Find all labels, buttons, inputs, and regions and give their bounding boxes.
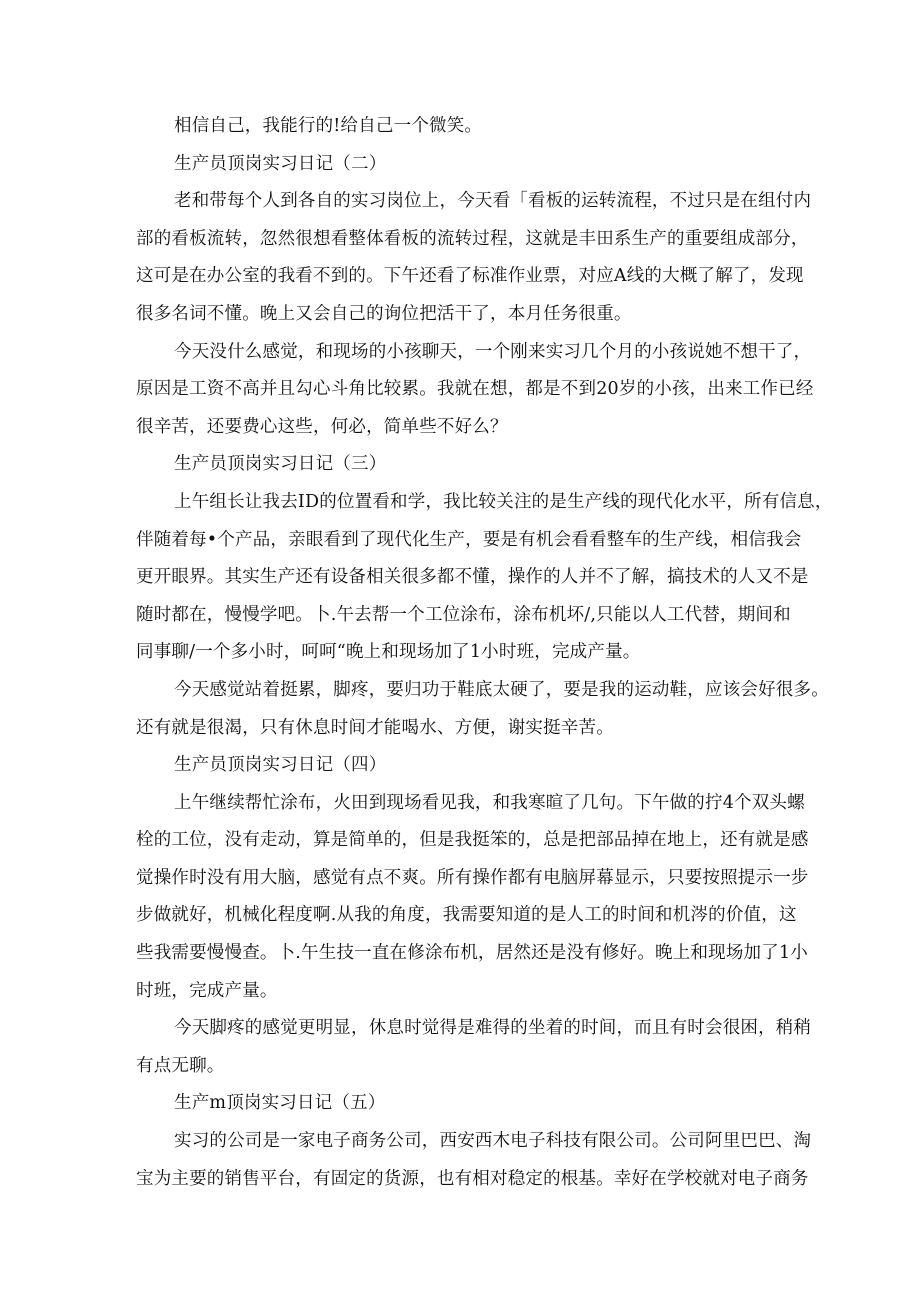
text-line: 原因是工资不高并且勾心斗角比较累。我就在想，都是不到20岁的小孩，出来工作已经 <box>136 379 814 400</box>
text-line: 今天脚疼的感觉更明显，休息时觉得是难得的坐着的时间，而且有时会很困，稍稍 <box>174 1018 812 1039</box>
text-line: 老和带每个人到各自的实习岗位上，今天看「看板的运转流程，不过只是在组付内 <box>174 191 812 212</box>
heading-text: 生产员顶岗实习日记（四） <box>174 755 387 776</box>
section-heading <box>136 446 796 484</box>
text-line: 步做就好，机械化程度啊.从我的角度，我需要知道的是人工的时间和机涔的价值，这 <box>136 905 797 926</box>
heading-text: 生产员顶岗实习日记（二） <box>174 153 387 174</box>
paragraph <box>136 183 812 333</box>
text-line: 宝为主要的销售平台，有固定的货源，也有相对稳定的根基。幸好在学校就对电子商务 <box>136 1168 809 1189</box>
text-line: 今天感觉站着挺累，脚疼，要归功于鞋底太硬了，要是我的运动鞋，应该会好很多。 <box>174 679 829 700</box>
paragraph <box>136 1010 812 1085</box>
section-heading <box>136 1085 796 1123</box>
heading-text: 生产员顶岗实习日记（三） <box>174 454 387 475</box>
heading-text: 生产m顶岗实习日记（五） <box>174 1093 386 1114</box>
paragraph <box>136 334 814 447</box>
paragraph <box>136 108 796 146</box>
text-line: 上午继续帮忙涂布，火田到现场看见我，和我寒暄了几句。下午做的拧4个双头螺 <box>174 792 805 813</box>
text-line: 相信自己，我能行的!给自己一个微笑。 <box>174 116 483 136</box>
text-line: 随时都在，慢慢学吧。卜.午去帮一个工位涂布，涂布机坏/,只能以人工代替，期间和 <box>136 604 791 625</box>
text-line: 时班，完成产量。 <box>136 980 278 1001</box>
text-line: 有点无聊。 <box>136 1055 225 1076</box>
text-line: 部的看板流转，忽然很想看整体看板的流转过程，这就是丰田系生产的重要组成部分， <box>136 228 809 249</box>
text-line: 很辛苦，还要费心这些，何必，简单些不好么？ <box>136 416 508 437</box>
paragraph <box>136 785 809 1011</box>
text-line: 这可是在办公室的我看不到的。下午还看了标准作业票，对应A线的大概了解了，发现 <box>136 266 804 287</box>
text-line: 些我需要慢慢查。卜.午生技一直在修涂布机，居然还是没有修好。晚上和现场加了1小 <box>136 943 808 964</box>
section-heading <box>136 747 796 785</box>
text-line: 实习的公司是一家电子商务公司，西安西木电子科技有限公司。公司阿里巴巴、淘 <box>174 1131 812 1152</box>
section-heading <box>136 146 796 184</box>
paragraph <box>136 1123 812 1198</box>
text-line: 同事聊/一个多小时，呵呵“晚上和现场加了1小时班，完成产量。 <box>136 642 641 663</box>
text-line: 很多名词不懂。晚上又会自己的询位把活干了，本月任务很重。 <box>136 303 632 324</box>
text-line: 更开眼界。其实生产还有设备相关很多都不懂，操作的人并不了解，搞技术的人又不是 <box>136 567 809 588</box>
text-line: 上午组长让我去ID的位置看和学，我比较关注的是生产线的现代化水平，所有信息， <box>174 491 833 512</box>
text-line: 还有就是很渴，只有休息时间才能喝水、方便，谢实挺辛苦。 <box>136 717 614 738</box>
document-page <box>136 108 833 1198</box>
paragraph <box>136 672 829 747</box>
text-line: 栓的工位，没有走动，算是简单的，但是我挺笨的，总是把部品掉在地上，还有就是感 <box>136 830 809 851</box>
paragraph <box>136 484 833 672</box>
text-line: 今天没什么感觉，和现场的小孩聊天，一个刚来实习几个月的小孩说她不想干了， <box>174 341 812 362</box>
text-line: 伴随着每•个产品，亲眼看到了现代化生产，要是有机会看看整车的生产线，相信我会 <box>136 529 802 550</box>
text-line: 觉操作时没有用大脑，感觉有点不爽。所有操作都有电脑屏幕显示，只要按照提示一步 <box>136 867 809 888</box>
